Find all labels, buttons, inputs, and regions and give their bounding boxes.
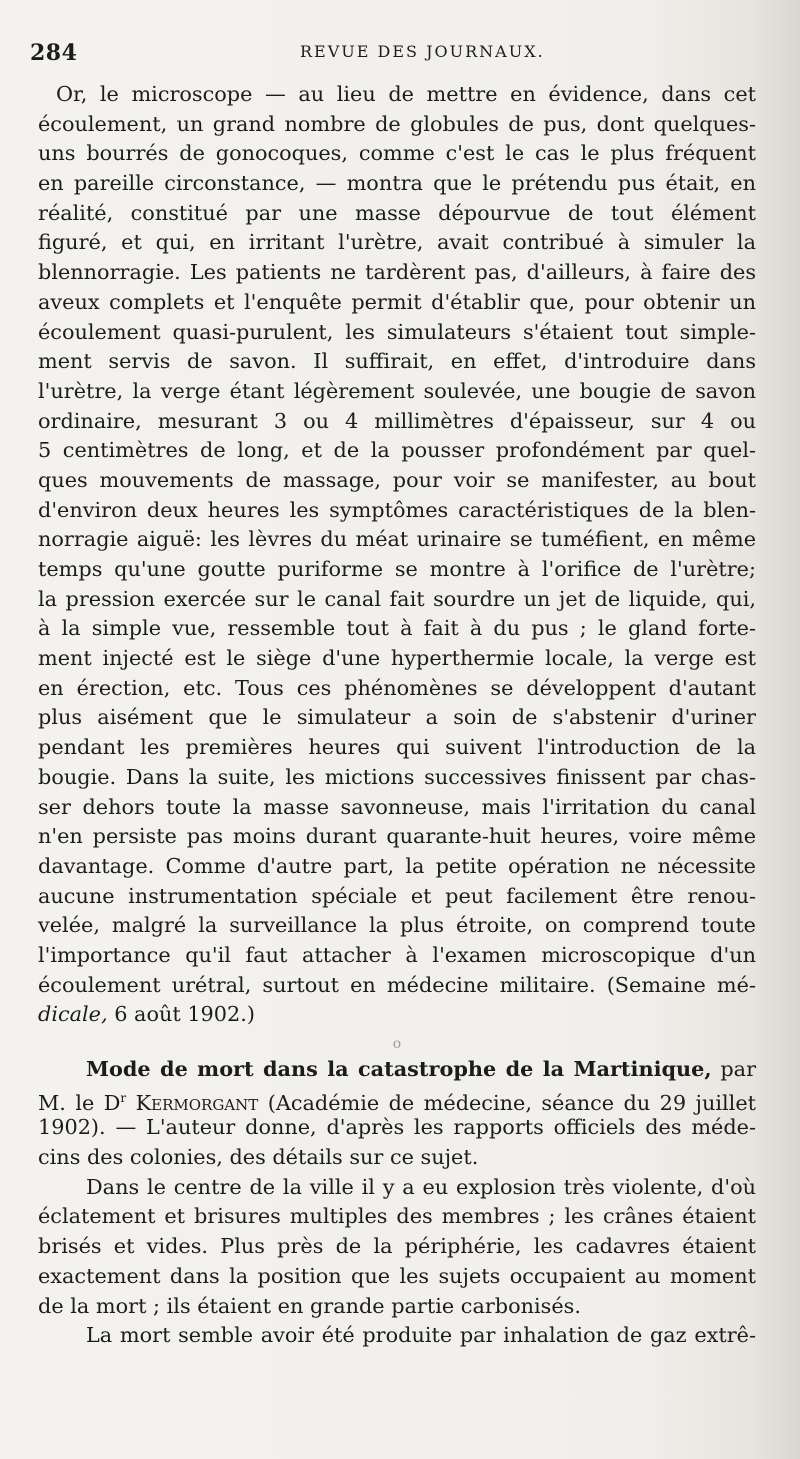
text-line: bougie. Dans la suite, les mictions successives finissent par chas- [38,764,756,789]
text-line: cins des colonies, des détails sur ce sujet. [38,1145,479,1170]
author-source: (Académie de médecine, séance du 29 juillet [258,1090,756,1115]
text-line: en érection, etc. Tous ces phénomènes se développent d'autant [38,675,756,700]
text-line: 1902). — L'auteur donne, d'après les rapports officiels des méde- [38,1115,756,1140]
article-martinique [38,1054,756,1351]
text-line: aucune instrumentation spéciale et peut facilement être renou- [38,883,756,908]
text-line: à la simple vue, ressemble tout à fait à du pus ; le gland forte- [38,616,756,641]
text-line: aveux complets et l'enquête permit d'établir que, pour obtenir un [38,289,756,314]
section-separator: o [392,1036,402,1052]
text-line: éclatement et brisures multiples des membres ; les crânes étaient [38,1204,756,1229]
author-prefix: M. le D [38,1090,121,1115]
body-text [38,80,756,1351]
text-line: La mort semble avoir été produite par inhalation de gaz extrê- [86,1323,756,1348]
text-line: réalité, constitué par une masse dépourvue de tout élément [38,200,756,225]
text-line: écoulement quasi-purulent, les simulateurs s'étaient tout simple- [38,319,756,344]
text-line: temps qu'une goutte puriforme se montre à l'orifice de l'urètre; [38,557,756,581]
text-line: blennorragie. Les patients ne tardèrent pas, d'ailleurs, à faire des [38,260,756,285]
text-line: la pression exercée sur le canal fait sourdre un jet de liquide, qui, [38,586,756,611]
author-name: Kermorgant [135,1090,259,1115]
page-number: 284 [30,40,78,66]
text-line-citation [38,1000,756,1030]
author-title-sup: r [120,1090,127,1105]
text-line: ment servis de savon. Il suffirait, en effet, d'introduire dans [38,349,756,374]
text-line: d'environ deux heures les symptômes caractéristiques de la blen- [38,497,756,522]
paragraph-soap-simulation [38,80,756,1030]
text-line: de la mort ; ils étaient en grande partie carbonisés. [38,1293,581,1318]
author-line [38,1084,756,1114]
text-line: pendant les premières heures qui suivent l'introduction de la [38,735,756,760]
running-title: REVUE DES JOURNAUX. [300,42,545,61]
text-line: Or, le microscope — au lieu de mettre en évidence, dans cet [56,82,756,106]
citation-date: 6 août 1902.) [107,1002,255,1027]
text-line: brisés et vides. Plus près de la périphérie, les cadavres étaient [38,1234,756,1259]
text-line: Dans le centre de la ville il y a eu explosion très violente, d'où [86,1174,756,1199]
article-title: Mode de mort dans la catastrophe de la Martinique, [86,1056,712,1081]
text-line: en pareille circonstance, — montra que le prétendu pus était, en [38,171,756,196]
text-line: ques mouvements de massage, pour voir se manifester, au bout [38,467,756,492]
text-line: 5 centimètres de long, et de la pousser profondément par quel- [38,438,756,463]
text-line: écoulement urétral, surtout en médecine militaire. (Semaine mé- [38,972,756,997]
text-line: écoulement, un grand nombre de globules de pus, dont quelques- [38,111,756,136]
text-line: ser dehors toute la masse savonneuse, mais l'irritation du canal [38,794,756,819]
text-line: ordinaire, mesurant 3 ou 4 millimètres d'épaisseur, sur 4 ou [38,408,756,433]
text-line: davantage. Comme d'autre part, la petite opération ne nécessite [38,853,756,878]
text-line: l'urètre, la verge étant légèrement soulevée, une bougie de savon [38,378,756,403]
article-title-tail: par [711,1057,757,1081]
page-header [30,40,770,72]
text-line: uns bourrés de gonocoques, comme c'est le cas le plus fréquent [38,141,756,166]
text-line: figuré, et qui, en irritant l'urètre, avait contribué à simuler la [38,230,756,255]
text-line: l'importance qu'il faut attacher à l'examen microscopique d'un [38,942,756,967]
citation-journal: dicale, [38,1002,108,1027]
text-line: n'en persiste pas moins durant quarante-huit heures, voire même [38,824,756,849]
article-title-line [38,1054,756,1084]
text-line: ment injecté est le siège d'une hyperthermie locale, la verge est [38,646,756,671]
text-line: norragie aiguë: les lèvres du méat urinaire se tuméfient, en même [38,527,756,552]
text-line: exactement dans la position que les sujets occupaient au moment [38,1263,756,1288]
text-line: plus aisément que le simulateur a soin de s'abstenir d'uriner [38,705,756,730]
text-line: velée, malgré la surveillance la plus étroite, on comprend toute [38,913,756,938]
